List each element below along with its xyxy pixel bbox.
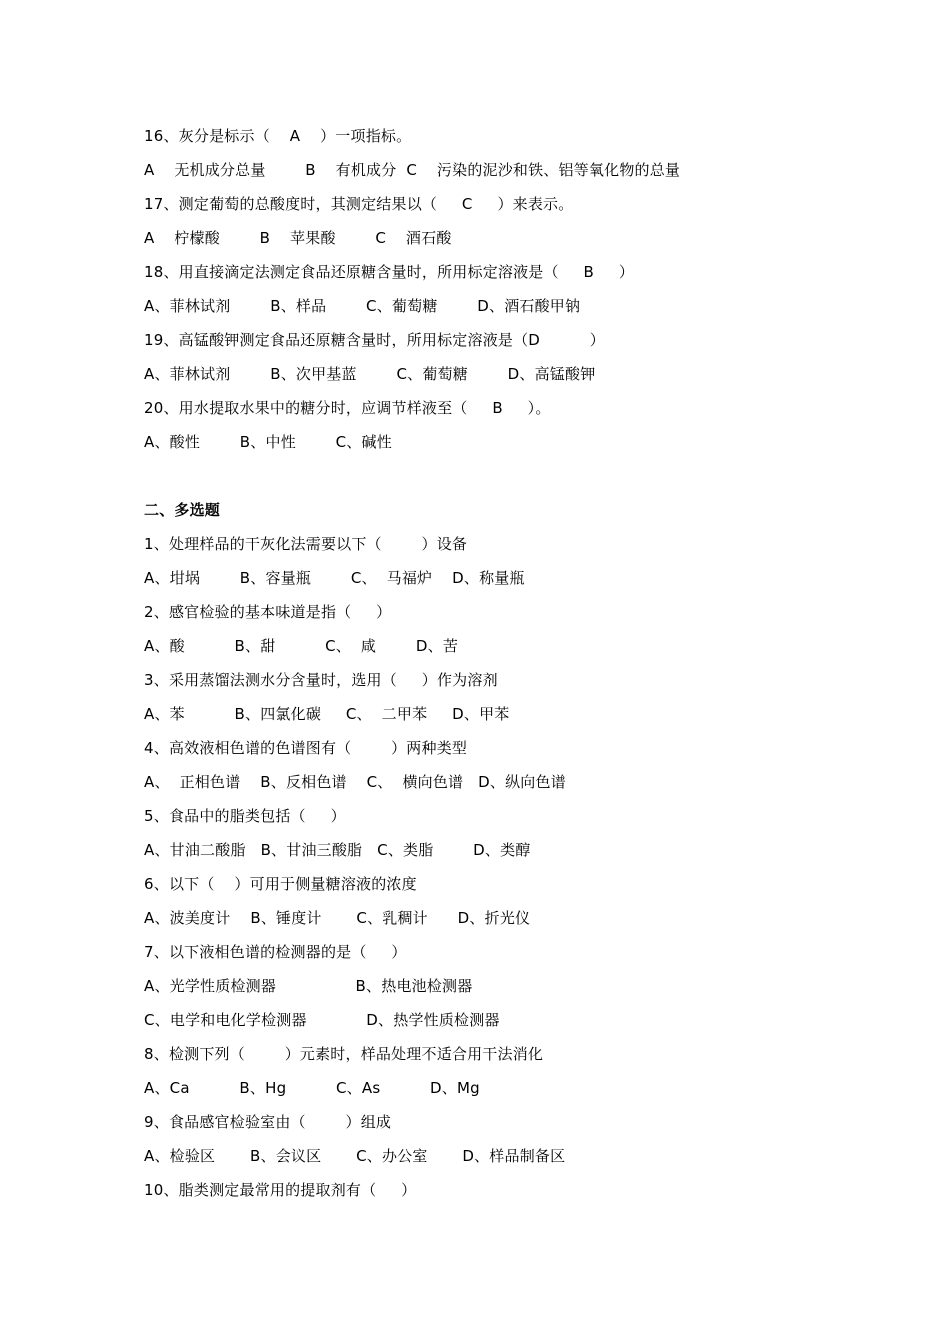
mc-question-7-options-ab: A、光学性质检测器 B、热电池检测器: [144, 977, 473, 995]
mc-question-6: 6、以下（ ）可用于侧量糖溶液的浓度: [144, 875, 417, 893]
question-19: 19、高锰酸钾测定食品还原糖含量时，所用标定溶液是（D ）: [144, 331, 605, 349]
question-18: 18、用直接滴定法测定食品还原糖含量时，所用标定溶液是（ B ）: [144, 263, 635, 281]
mc-question-6-options: A、波美度计 B、锤度计 C、乳稠计 D、折光仪: [144, 909, 531, 927]
question-17-options: A 柠檬酸 B 苹果酸 C 酒石酸: [144, 229, 452, 247]
mc-question-8: 8、检测下列（ ）元素时，样品处理不适合用干法消化: [144, 1045, 544, 1063]
mc-question-4-options: A、 正相色谱 B、反相色谱 C、 横向色谱 D、纵向色谱: [144, 773, 566, 791]
section-heading-multiple-choice: 二、多选题: [144, 501, 221, 519]
question-19-options: A、菲林试剂 B、次甲基蓝 C、葡萄糖 D、高锰酸钾: [144, 365, 596, 383]
mc-question-2: 2、感官检验的基本味道是指（ ）: [144, 603, 392, 621]
mc-question-1-options: A、坩埚 B、容量瓶 C、 马福炉 D、称量瓶: [144, 569, 525, 587]
question-17: 17、测定葡萄的总酸度时，其测定结果以（ C ）来表示。: [144, 195, 574, 213]
question-20: 20、用水提取水果中的糖分时，应调节样液至（ B ）。: [144, 399, 551, 417]
question-18-options: A、菲林试剂 B、样品 C、葡萄糖 D、酒石酸甲钠: [144, 297, 581, 315]
mc-question-5: 5、食品中的脂类包括（ ）: [144, 807, 346, 825]
mc-question-1: 1、处理样品的干灰化法需要以下（ ）设备: [144, 535, 468, 553]
mc-question-3: 3、采用蒸馏法测水分含量时，选用（ ）作为溶剂: [144, 671, 498, 689]
mc-question-7: 7、以下液相色谱的检测器的是（ ）: [144, 943, 407, 961]
question-20-options: A、酸性 B、中性 C、碱性: [144, 433, 392, 451]
mc-question-2-options: A、酸 B、甜 C、 咸 D、苦: [144, 637, 459, 655]
question-16: 16、灰分是标示（ A ）一项指标。: [144, 127, 412, 145]
mc-question-5-options: A、甘油二酸脂 B、甘油三酸脂 C、类脂 D、类醇: [144, 841, 531, 859]
mc-question-9-options: A、检验区 B、会议区 C、办公室 D、样品制备区: [144, 1147, 566, 1165]
mc-question-8-options: A、Ca B、Hg C、As D、Mg: [144, 1079, 480, 1097]
mc-question-7-options-cd: C、电学和电化学检测器 D、热学性质检测器: [144, 1011, 500, 1029]
question-16-options: A 无机成分总量 B 有机成分 C 污染的泥沙和铁、铝等氧化物的总量: [144, 161, 681, 179]
mc-question-10: 10、脂类测定最常用的提取剂有（ ）: [144, 1181, 417, 1199]
mc-question-4: 4、高效液相色谱的色谱图有（ ）两种类型: [144, 739, 468, 757]
mc-question-9: 9、食品感官检验室由（ ）组成: [144, 1113, 392, 1131]
mc-question-3-options: A、苯 B、四氯化碳 C、 二甲苯 D、甲苯: [144, 705, 510, 723]
